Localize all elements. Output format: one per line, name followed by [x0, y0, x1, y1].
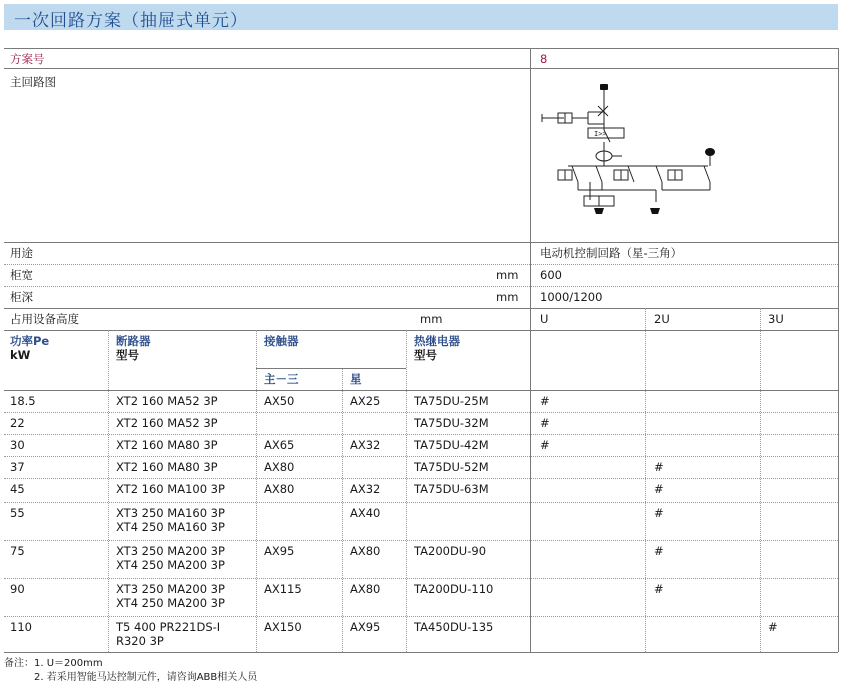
cell-c-star: AX25: [350, 394, 381, 408]
height-label: 占用设备高度: [10, 312, 79, 326]
cell-breaker: XT3 250 MA200 3P: [116, 544, 225, 558]
power-header: 功率Pe: [10, 334, 50, 348]
divider: [4, 242, 838, 243]
cell-breaker: XT2 160 MA52 3P: [116, 394, 218, 408]
row-divider: [4, 578, 838, 579]
cell-breaker: XT2 160 MA100 3P: [116, 482, 225, 496]
cell-power: 55: [10, 506, 25, 520]
cell-u2: #: [654, 506, 664, 520]
cell-c-star: AX32: [350, 482, 381, 496]
cell-u: #: [540, 438, 550, 452]
page-title: 一次回路方案（抽屉式单元）: [14, 11, 248, 31]
cell-c-main: AX115: [264, 582, 302, 596]
divider: [4, 308, 838, 309]
divider: [256, 368, 406, 369]
cell-u2: #: [654, 460, 664, 474]
breaker-subheader: 型号: [116, 348, 139, 362]
cell-u2: #: [654, 544, 664, 558]
relay-header: 热继电器: [414, 334, 460, 348]
row-divider: [4, 616, 838, 617]
divider: [4, 286, 838, 287]
cell-breaker-line2: XT4 250 MA200 3P: [116, 596, 225, 610]
row-divider: [4, 434, 838, 435]
cell-relay: TA75DU-42M: [414, 438, 489, 452]
divider: [4, 390, 838, 391]
cell-breaker: XT2 160 MA52 3P: [116, 416, 218, 430]
cell-c-star: AX40: [350, 506, 381, 520]
row-divider: [4, 478, 838, 479]
scheme-value: 8: [540, 52, 548, 66]
cell-relay: TA75DU-52M: [414, 460, 489, 474]
column-divider: [108, 330, 109, 652]
cell-c-star: AX80: [350, 582, 381, 596]
contactor-star-header: 星: [350, 372, 362, 386]
cell-c-star: AX80: [350, 544, 381, 558]
cell-c-main: AX65: [264, 438, 295, 452]
cell-power: 30: [10, 438, 25, 452]
width-label: 柜宽: [10, 268, 33, 282]
cell-c-main: AX150: [264, 620, 302, 634]
cell-c-main: AX80: [264, 460, 295, 474]
cell-u2: #: [654, 482, 664, 496]
cell-relay: TA75DU-32M: [414, 416, 489, 430]
height-2u: 2U: [654, 312, 670, 326]
column-divider: [530, 48, 531, 652]
cell-u2: #: [654, 582, 664, 596]
scheme-label: 方案号: [10, 52, 45, 66]
cell-relay: TA75DU-63M: [414, 482, 489, 496]
cell-c-main: AX95: [264, 544, 295, 558]
cell-breaker-line2: R320 3P: [116, 634, 164, 648]
contactor-header: 接触器: [264, 334, 299, 348]
cell-breaker: XT2 160 MA80 3P: [116, 438, 218, 452]
cell-c-main: AX50: [264, 394, 295, 408]
height-3u: 3U: [768, 312, 784, 326]
cell-power: 22: [10, 416, 25, 430]
height-unit: mm: [420, 312, 443, 326]
divider: [4, 264, 838, 265]
cell-breaker: T5 400 PR221DS-I: [116, 620, 221, 634]
cell-power: 90: [10, 582, 25, 596]
column-divider: [645, 308, 646, 652]
cell-relay: TA75DU-25M: [414, 394, 489, 408]
row-divider: [4, 540, 838, 541]
divider: [4, 330, 838, 331]
cell-power: 110: [10, 620, 32, 634]
row-divider: [4, 502, 838, 503]
cell-power: 75: [10, 544, 25, 558]
cell-c-star: AX95: [350, 620, 381, 634]
column-divider: [760, 308, 761, 652]
row-divider: [4, 456, 838, 457]
cell-relay: TA200DU-110: [414, 582, 494, 596]
note-1: 1. U＝200mm: [34, 658, 103, 669]
cell-breaker-line2: XT4 250 MA200 3P: [116, 558, 225, 572]
usage-value: 电动机控制回路（星-三角）: [540, 246, 683, 260]
table-border-right: [838, 48, 839, 652]
usage-label: 用途: [10, 246, 33, 260]
cell-relay: TA450DU-135: [414, 620, 494, 634]
overload-label: I>>: [594, 130, 607, 138]
divider: [4, 68, 838, 69]
cell-relay: TA200DU-90: [414, 544, 487, 558]
contactor-main-header: 主－三: [264, 372, 299, 386]
cell-breaker: XT3 250 MA200 3P: [116, 582, 225, 596]
cell-c-main: AX80: [264, 482, 295, 496]
row-divider: [4, 412, 838, 413]
cell-power: 45: [10, 482, 25, 496]
depth-label: 柜深: [10, 290, 33, 304]
title-bar: [4, 4, 838, 30]
relay-subheader: 型号: [414, 348, 437, 362]
cell-breaker: XT2 160 MA80 3P: [116, 460, 218, 474]
note-2: 2. 若采用智能马达控制元件，请咨询ABB相关人员: [34, 672, 258, 683]
height-u: U: [540, 312, 549, 326]
table-border: [4, 48, 838, 49]
breaker-header: 断路器: [116, 334, 151, 348]
cell-u: #: [540, 394, 550, 408]
circuit-label: 主回路图: [10, 75, 56, 89]
depth-value: 1000/1200: [540, 290, 603, 304]
cell-u3: #: [768, 620, 778, 634]
notes-label: 备注：: [4, 658, 34, 669]
width-unit: mm: [496, 268, 519, 282]
cell-u: #: [540, 416, 550, 430]
cell-breaker: XT3 250 MA160 3P: [116, 506, 225, 520]
table-border-bottom: [4, 652, 838, 653]
width-value: 600: [540, 268, 562, 282]
cell-power: 37: [10, 460, 25, 474]
depth-unit: mm: [496, 290, 519, 304]
cell-c-star: AX32: [350, 438, 381, 452]
cell-power: 18.5: [10, 394, 36, 408]
column-divider: [406, 330, 407, 652]
column-divider: [342, 368, 343, 652]
cell-breaker-line2: XT4 250 MA160 3P: [116, 520, 225, 534]
column-divider: [256, 330, 257, 652]
main-circuit-diagram: [538, 82, 728, 232]
power-unit: kW: [10, 348, 31, 362]
